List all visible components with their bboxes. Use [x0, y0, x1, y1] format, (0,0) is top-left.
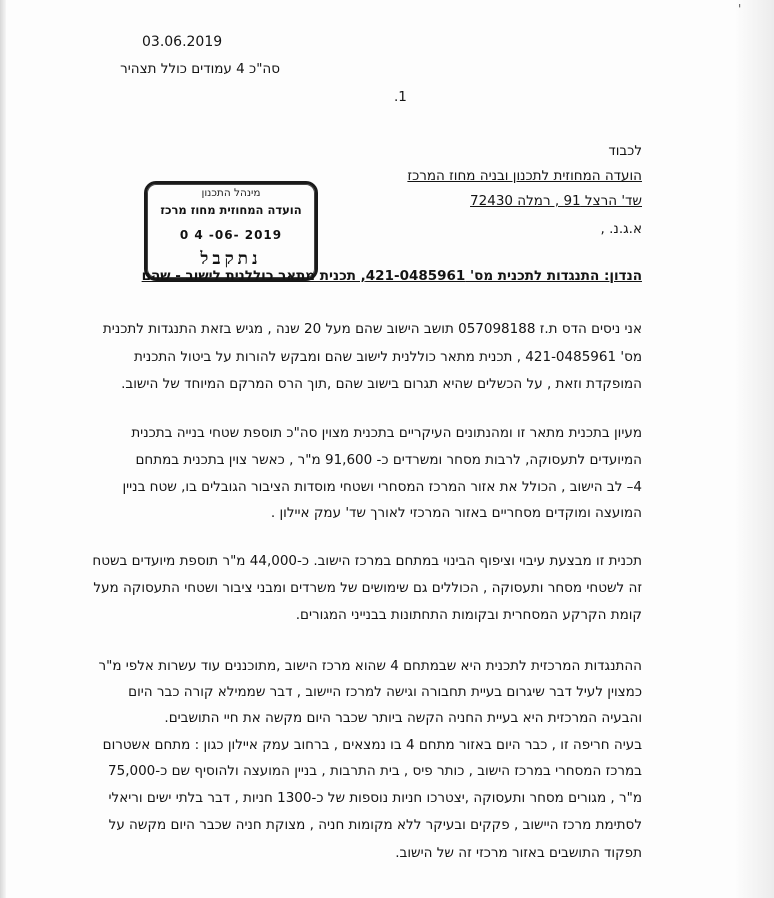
- stamp-date: 0 4 -06- 2019: [179, 228, 283, 242]
- page-right-edge: [736, 0, 774, 898]
- paragraph-4-line-4: בעיה חריפה זו , כבר היום באזור מתחם 4 בו נמצאים , ברחוב עמק איילון כגון : מתחם אשטרום: [102, 737, 642, 753]
- paragraph-2-line-1: מעיון בתכנית מתאר זו ומהנתונים העיקריים בתכנית מצוין סה"כ תוספת שטחי בנייה בתכנית: [131, 425, 642, 441]
- page-number: .1: [394, 89, 407, 105]
- stamp-dept: מינהל התכנון: [201, 187, 261, 199]
- address-committee: הועדה המחוזית לתכנון ובניה מחוז המרכז: [407, 168, 642, 184]
- paragraph-4-line-1: ההתנגדות המרכזית לתכנית היא שבמתחם 4 שהוא מרכז הישוב ,מתוכננים עוד עשרות אלפי מ"ר: [98, 658, 642, 674]
- paragraph-2-line-4: המועצה ומוקדים מסחריים באזור המרכזי לאורך שד' עמק איילון .: [270, 505, 642, 521]
- stamp-received: נתקבל: [200, 249, 262, 269]
- paragraph-2-line-2: המיועדים לתעסוקה, לרבות מסחר ומשרדים כ- 91,600 מ"ר , כאשר צוין בתכנית במתחם: [135, 452, 642, 468]
- paragraph-4-line-2: כמצוין לעיל דבר שיגרום בעיית תחבורה וגישה למרכז היישוב , דבר שממילא קורה כבר היום: [128, 684, 642, 700]
- paragraph-1-line-3: המופקדת וזאת , על הכשלים שהיא תגרום בישוב שהם ,תוך הרס המרקם המיוחד של הישוב.: [121, 376, 642, 392]
- paragraph-1-line-2: מס' 421-0485961 , תכנית מתאר כוללנית לישוב שהם ומבקש להורות על ביטול התכנית: [133, 349, 642, 365]
- paragraph-4-line-3: והבעיה המרכזית היא בעיית החניה הקשה ביותר שכבר היום מקשה את חיי התושבים.: [164, 710, 642, 726]
- address-street: שד' הרצל 91 , רמלה 72430: [470, 193, 642, 209]
- paragraph-1-line-1: אני ניסים הדס ת.ז 057098188 תושב הישוב שהם מעל 20 שנה , מגיש בזאת התנגדות לתכנית: [102, 321, 642, 337]
- received-stamp: [144, 181, 318, 281]
- paragraph-4-line-5: במרכז המסחרי במרכז הישוב , כותר פיס , בית התרבות , בניין המועצה ולהוסיף שם כ-75,000: [108, 763, 642, 779]
- paragraph-4-line-7: לסתימת מרכז היישוב , פקקים ובעיקר ללא מקומות חניה , מצוקת חניה שכבר היום מקשה על: [108, 817, 642, 833]
- paragraph-3-line-3: קומת הקרקע המסחרית ובקומות התחתונות בבנייני המגורים.: [295, 607, 642, 623]
- stamp-committee: הועדה המחוזית מחוז מרכז: [160, 203, 302, 217]
- salutation: א.ג.נ. ,: [600, 221, 642, 237]
- paragraph-2-line-3: 4– לב הישוב , הכולל את אזור המרכז המסחרי ושטחי מוסדות הציבור הגובלים בו, שטח בניין: [122, 479, 642, 495]
- address-to: לכבוד: [608, 143, 642, 159]
- subject-line: הנדון: התנגדות לתכנית מס' 421-0485961, תכנית מתאר כוללנית לישוב - שהם: [141, 268, 642, 284]
- page-left-edge: [0, 0, 6, 898]
- paragraph-4-line-8: תפקוד התושבים באזור מרכזי זה של הישוב.: [395, 845, 642, 861]
- paragraph-3-line-2: זה לשטחי מסחר ותעסוקה , הכוללים גם שימושים של משרדים ומבני ציבור ושטחי התעסוקה מעל: [93, 580, 642, 596]
- document-date: 03.06.2019: [142, 34, 223, 50]
- paragraph-3-line-1: תכנית זו מבצעת עיבוי וציפוף הבינוי במתחם במרכז הישוב. כ-44,000 מ"ר תוספת מיועדים בשטח: [92, 553, 642, 569]
- pages-note: סה"כ 4 עמודים כולל תצהיר: [120, 61, 280, 77]
- corner-mark: ': [738, 2, 742, 16]
- paragraph-4-line-6: מ"ר , מגורים מסחר ותעסוקה ,יצטרכו חניות נוספות של כ-1300 חניות , דבר בלתי ישים וריאלי: [108, 790, 642, 806]
